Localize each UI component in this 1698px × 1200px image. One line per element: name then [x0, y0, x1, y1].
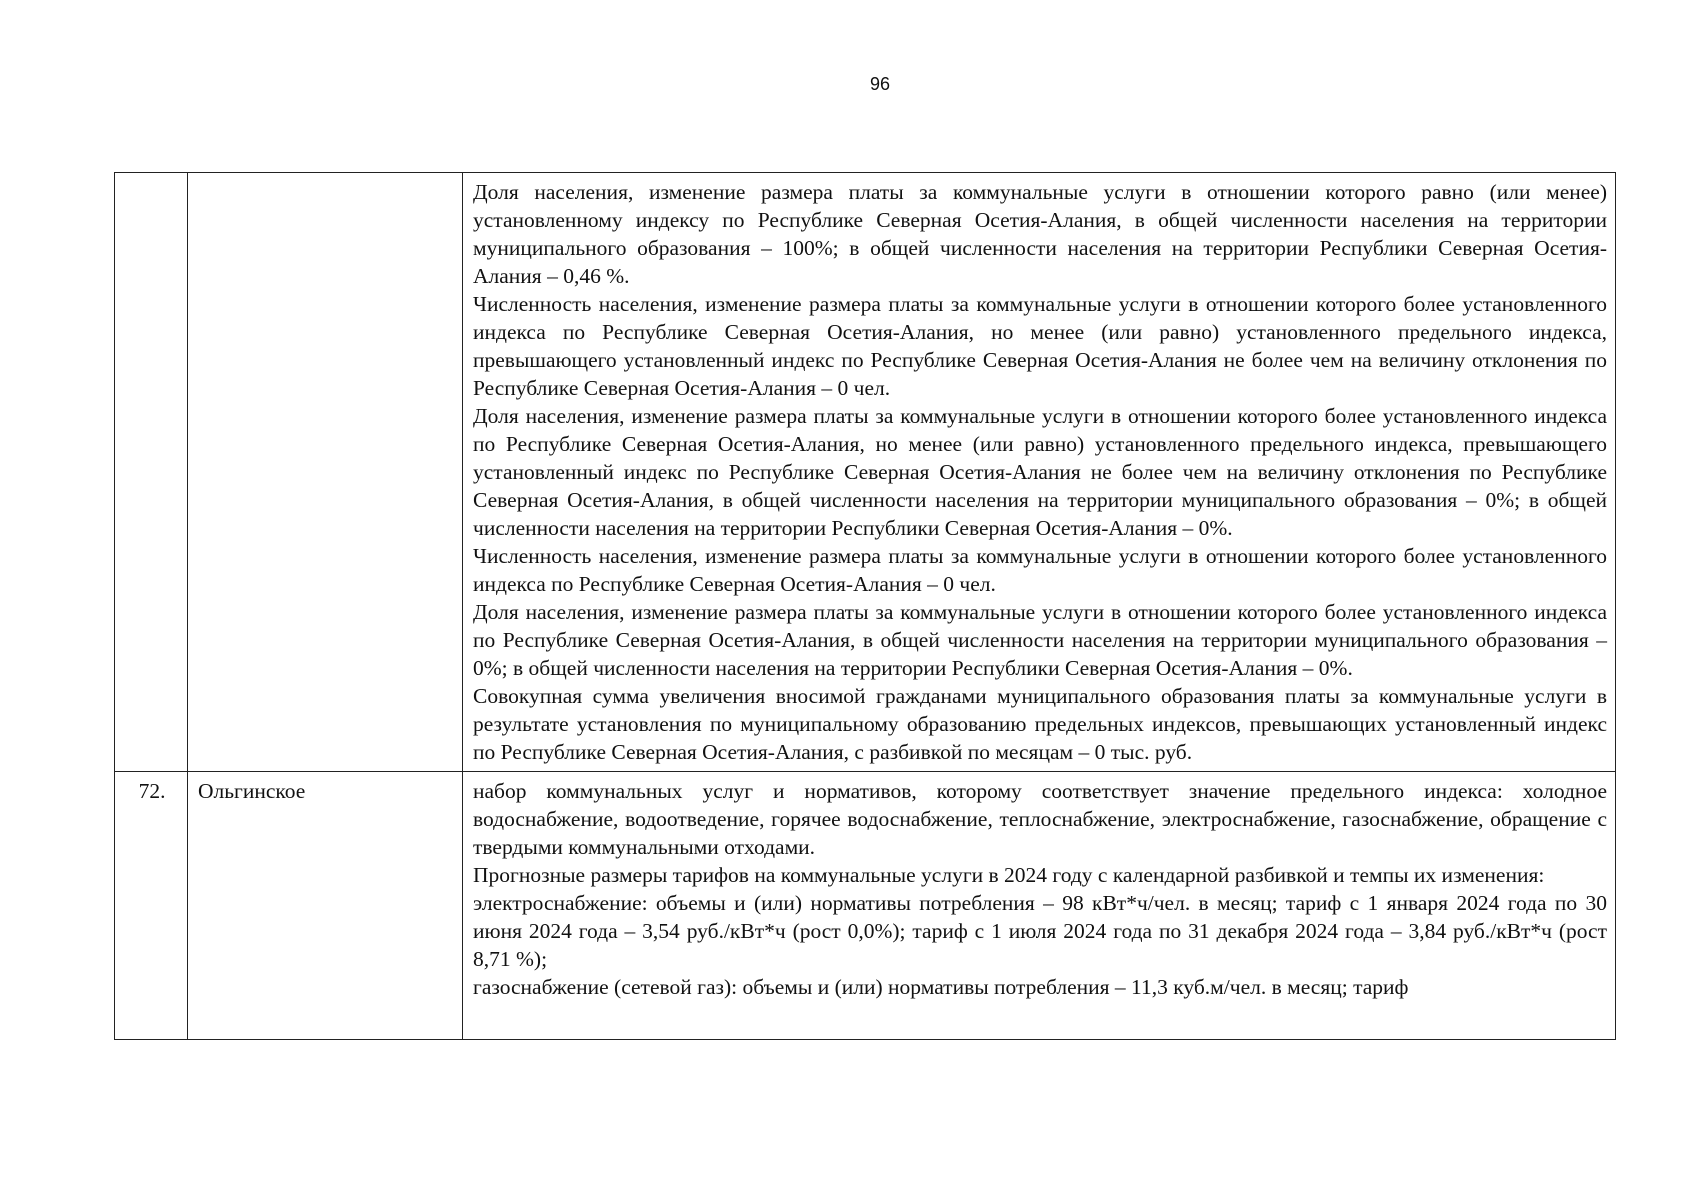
row-content-cell [463, 173, 1616, 772]
municipality-name-cell [188, 173, 463, 772]
page-number: 96 [869, 74, 891, 94]
paragraph: Доля населения, изменение размера платы за коммунальные услуги в отношении которого более установленного индекса по Республике Северная Осетия-Алания, но менее (или равно) установленного предельного индекса, превышающего установленный индекс по Республике Северная Осетия-Алания не более чем на величину отклонения по Республике Северная Осетия-Алания, в общей численности населения на территории муниципального образования – 0%; в общей численности населения на территории Республики Северная Осетия-Алания – 0%. [473, 404, 1607, 540]
table-row [115, 772, 1616, 1040]
paragraph: газоснабжение (сетевой газ): объемы и (или) нормативы потребления – 11,3 куб.м/чел. в месяц; тариф [473, 975, 1409, 999]
paragraph: Численность населения, изменение размера платы за коммунальные услуги в отношении которого более установленного индекса по Республике Северная Осетия-Алания – 0 чел. [473, 544, 1607, 596]
paragraph: Доля населения, изменение размера платы за коммунальные услуги в отношении которого более установленного индекса по Республике Северная Осетия-Алания, в общей численности населения на территории муниципального образования – 0%; в общей численности населения на территории Республики Северная Осетия-Алания – 0%. [473, 600, 1607, 680]
paragraph: электроснабжение: объемы и (или) нормативы потребления – 98 кВт*ч/чел. в месяц; тариф с 1 января 2024 года по 30 июня 2024 года – 3,54 руб./кВт*ч (рост 0,0%); тариф с 1 июля 2024 года по 31 декабря 2024 года – 3,84 руб./кВт*ч (рост 8,71 %); [473, 891, 1607, 971]
paragraph: Доля населения, изменение размера платы за коммунальные услуги в отношении которого равно (или менее) установленному индексу по Республике Северная Осетия-Алания, в общей численности населения на территории муниципального образования – 100%; в общей численности населения на территории Республики Северная Осетия-Алания – 0,46 %. [473, 180, 1607, 288]
paragraph: набор коммунальных услуг и нормативов, которому соответствует значение предельного индекса: холодное водоснабжение, водоотведение, горячее водоснабжение, теплоснабжение, электроснабжение, газоснабжение, обращение с твердыми коммунальными отходами. [473, 779, 1607, 859]
paragraph: Совокупная сумма увеличения вносимой гражданами муниципального образования платы за коммунальные услуги в результате установления по муниципальному образованию предельных индексов, превышающих установленный индекс по Республике Северная Осетия-Алания, с разбивкой по месяцам – 0 тыс. руб. [473, 684, 1607, 764]
paragraph: Численность населения, изменение размера платы за коммунальные услуги в отношении которого более установленного индекса по Республике Северная Осетия-Алания, но менее (или равно) установленного предельного индекса, превышающего установленный индекс по Республике Северная Осетия-Алания не более чем на величину отклонения по Республике Северная Осетия-Алания – 0 чел. [473, 292, 1607, 400]
row-number-cell: 72. [115, 772, 188, 1040]
table-row [115, 173, 1616, 772]
paragraph: Прогнозные размеры тарифов на коммунальные услуги в 2024 году с календарной разбивкой и темпы их изменения: [473, 863, 1545, 887]
row-content-cell [463, 772, 1616, 1040]
municipality-name-cell: Ольгинское [188, 772, 463, 1040]
document-table [114, 172, 1616, 1040]
row-number-cell [115, 173, 188, 772]
